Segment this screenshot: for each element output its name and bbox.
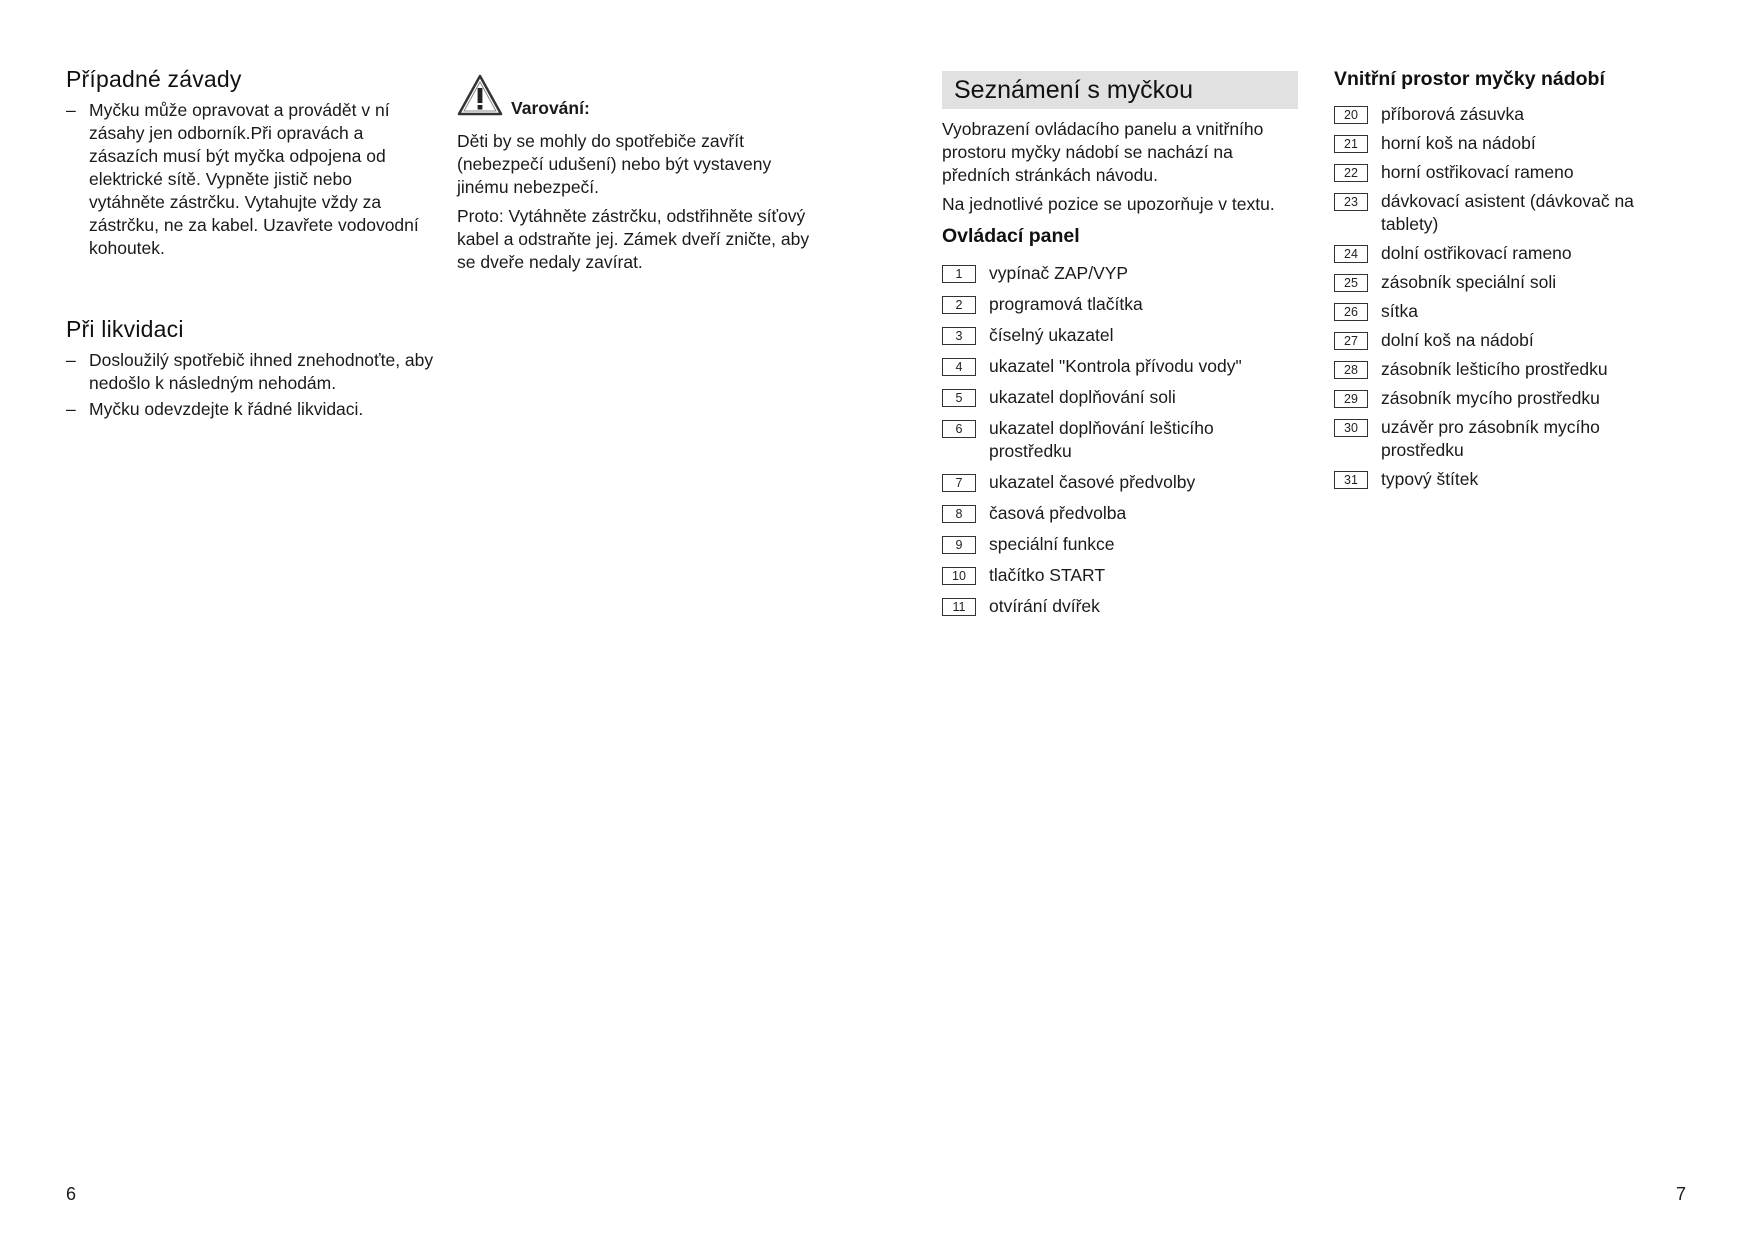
- faults-section: [66, 66, 426, 260]
- list-item: [1334, 132, 1674, 155]
- disposal-section: [66, 316, 436, 421]
- list-item: [1334, 300, 1674, 323]
- disposal-item-text: Myčku odevzdejte k řádné likvidaci.: [89, 399, 364, 419]
- list-item: [1334, 416, 1674, 462]
- item-label: dávkovací asistent (dávkovač na tablety): [1381, 191, 1634, 234]
- list-item: [1334, 358, 1674, 381]
- warning-title: Varování:: [511, 98, 590, 118]
- list-item: [942, 564, 1302, 587]
- item-number-box: 29: [1334, 390, 1368, 408]
- control-panel-title: Ovládací panel: [942, 225, 1080, 247]
- item-label: dolní ostřikovací rameno: [1381, 243, 1572, 263]
- item-number-box: 7: [942, 474, 976, 492]
- item-label: typový štítek: [1381, 469, 1479, 489]
- disposal-item-text: Dosloužilý spotřebič ihned znehodnoťte, aby nedošlo k následným nehodám.: [89, 350, 434, 393]
- list-item: [942, 386, 1302, 409]
- item-label: uzávěr pro zásobník mycího prostředku: [1381, 417, 1600, 460]
- list-item: [1334, 329, 1674, 352]
- list-item: [942, 355, 1302, 378]
- item-number-box: 11: [942, 598, 976, 616]
- item-label: ukazatel časové předvolby: [989, 472, 1196, 492]
- item-label: příborová zásuvka: [1381, 104, 1524, 124]
- faults-item-text: Myčku může opravovat a provádět v ní zásahy jen odborník.Při opravách a zásazích musí být myčka odpojena od elektrické sítě. Vypněte jistič nebo vytáhněte zástrčku. Vytahujte vždy za zástrčku, ne za kabel. Uzavřete vodovodní kohoutek.: [89, 100, 419, 258]
- item-label: programová tlačítka: [989, 294, 1143, 314]
- item-label: ukazatel doplňování lešticího prostředku: [989, 418, 1214, 461]
- item-number-box: 3: [942, 327, 976, 345]
- item-number-box: 4: [942, 358, 976, 376]
- warning-section: [457, 72, 827, 274]
- item-label: číselný ukazatel: [989, 325, 1114, 345]
- item-number-box: 30: [1334, 419, 1368, 437]
- list-item: [942, 293, 1302, 316]
- warning-header: [457, 72, 827, 124]
- list-item: [942, 533, 1302, 556]
- intro-title: Seznámení s myčkou: [942, 71, 1298, 109]
- item-number-box: 10: [942, 567, 976, 585]
- item-label: tlačítko START: [989, 565, 1106, 585]
- item-label: zásobník mycího prostředku: [1381, 388, 1600, 408]
- disposal-list: [66, 349, 436, 421]
- item-number-box: 27: [1334, 332, 1368, 350]
- list-item: [1334, 161, 1674, 184]
- interior-list: [1334, 103, 1674, 491]
- warning-triangle-icon: [457, 74, 503, 116]
- item-number-box: 5: [942, 389, 976, 407]
- list-item: [1334, 103, 1674, 126]
- list-item: – Dosloužilý spotřebič ihned znehodnoťte, aby nedošlo k následným nehodám.: [66, 350, 434, 393]
- interior-title: Vnitřní prostor myčky nádobí: [1334, 68, 1605, 90]
- item-label: zásobník lešticího prostředku: [1381, 359, 1608, 379]
- item-label: horní ostřikovací rameno: [1381, 162, 1574, 182]
- list-item: [1334, 468, 1674, 491]
- item-number-box: 6: [942, 420, 976, 438]
- item-number-box: 24: [1334, 245, 1368, 263]
- list-item: [1334, 190, 1674, 236]
- intro-para-1: Vyobrazení ovládacího panelu a vnitřního prostoru myčky nádobí se nachází na předních stránkách návodu.: [942, 119, 1264, 185]
- list-item: – Myčku může opravovat a provádět v ní zásahy jen odborník.Při opravách a zásazích musí být myčka odpojena od elektrické sítě. Vypněte jistič nebo vytáhněte zástrčku. Vytahujte vždy za zástrčku, ne za kabel. Uzavřete vodovodní kohoutek.: [66, 100, 419, 258]
- intro-section: [942, 71, 1298, 216]
- item-label: dolní koš na nádobí: [1381, 330, 1534, 350]
- item-label: ukazatel doplňování soli: [989, 387, 1176, 407]
- item-number-box: 28: [1334, 361, 1368, 379]
- list-item: – Myčku odevzdejte k řádné likvidaci.: [66, 399, 364, 419]
- item-number-box: 31: [1334, 471, 1368, 489]
- item-label: otvírání dvířek: [989, 596, 1100, 616]
- item-number-box: 22: [1334, 164, 1368, 182]
- list-item: [1334, 242, 1674, 265]
- item-label: zásobník speciální soli: [1381, 272, 1557, 292]
- warning-para-2: Proto: Vytáhněte zástrčku, odstřihněte síťový kabel a odstraňte jej. Zámek dveří zničte, aby se dveře nedaly zavírat.: [457, 206, 810, 272]
- item-number-box: 1: [942, 265, 976, 283]
- interior-section: [1334, 68, 1674, 491]
- disposal-title: Při likvidaci: [66, 316, 184, 342]
- list-item: [942, 324, 1302, 347]
- item-number-box: 25: [1334, 274, 1368, 292]
- item-label: ukazatel "Kontrola přívodu vody": [989, 356, 1242, 376]
- item-number-box: 2: [942, 296, 976, 314]
- faults-title: Případné závady: [66, 66, 242, 92]
- item-label: speciální funkce: [989, 534, 1115, 554]
- item-number-box: 9: [942, 536, 976, 554]
- item-number-box: 21: [1334, 135, 1368, 153]
- page-number-left: 6: [66, 1184, 77, 1204]
- control-panel-list: [942, 262, 1302, 618]
- item-number-box: 8: [942, 505, 976, 523]
- list-item: [942, 471, 1302, 494]
- control-panel-section: [942, 225, 1302, 618]
- list-item: [942, 595, 1302, 618]
- item-number-box: 23: [1334, 193, 1368, 211]
- list-item: [1334, 271, 1674, 294]
- intro-para-2: Na jednotlivé pozice se upozorňuje v textu.: [942, 194, 1275, 214]
- item-label: časová předvolba: [989, 503, 1127, 523]
- item-number-box: 26: [1334, 303, 1368, 321]
- list-item: [942, 502, 1302, 525]
- page-number-right: 7: [1676, 1184, 1687, 1204]
- item-number-box: 20: [1334, 106, 1368, 124]
- item-label: horní koš na nádobí: [1381, 133, 1536, 153]
- list-item: [942, 262, 1302, 285]
- item-label: sítka: [1381, 301, 1418, 321]
- faults-list: [66, 99, 426, 260]
- list-item: [942, 417, 1302, 463]
- list-item: [1334, 387, 1674, 410]
- warning-para-1: Děti by se mohly do spotřebiče zavřít (nebezpečí udušení) nebo být vystaveny jinému nebezpečí.: [457, 131, 772, 197]
- item-label: vypínač ZAP/VYP: [989, 263, 1129, 283]
